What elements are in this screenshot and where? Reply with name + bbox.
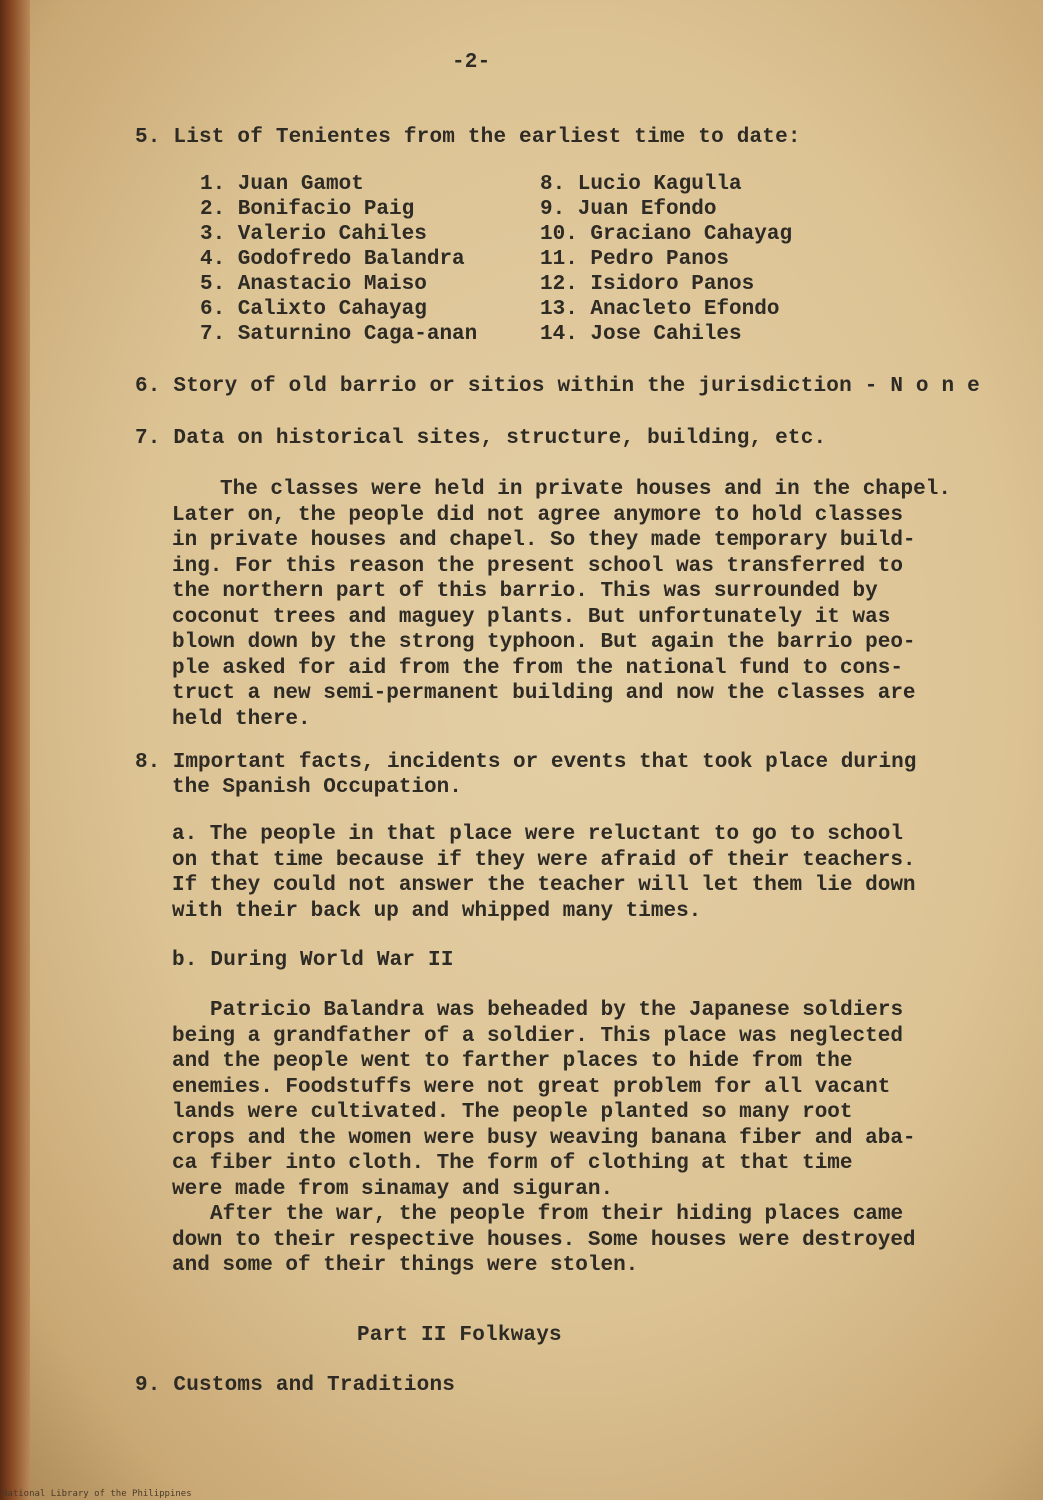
- list-item: 8. Lucio Kagulla: [540, 173, 742, 196]
- paragraph-line: held there.: [172, 707, 311, 731]
- paragraph-line: blown down by the strong typhoon. But again the barrio peo-: [172, 631, 916, 654]
- list-item: 5. Anastacio Maiso: [200, 273, 427, 296]
- paragraph-line: Patricio Balandra was beheaded by the Japanese soldiers: [210, 999, 904, 1022]
- item6-text: 6. Story of old barrio or sitios within the jurisdiction - N o n e: [135, 375, 980, 398]
- paragraph-line: and the people went to farther places to hide from the: [172, 1050, 853, 1073]
- tenientes-list-right: [540, 172, 792, 347]
- paragraph-line: The classes were held in private houses and in the chapel.: [220, 478, 951, 501]
- tenientes-list-left: [200, 172, 477, 347]
- list-item: 10. Graciano Cahayag: [540, 223, 793, 246]
- list-item: 12. Isidoro Panos: [540, 273, 755, 296]
- paragraph-line: enemies. Foodstuffs were not great problem for all vacant: [172, 1075, 891, 1099]
- list-item: 11. Pedro Panos: [540, 248, 730, 271]
- heading-line: 8. Important facts, incidents or events that took place during: [135, 751, 917, 774]
- item8-b-paragraph: [172, 998, 916, 1279]
- list-item: 3. Valerio Cahiles: [200, 223, 427, 246]
- paragraph-line: being a grandfather of a soldier. This place was neglected: [172, 1024, 903, 1048]
- item8-a-paragraph: [172, 822, 916, 924]
- paragraph-line: If they could not answer the teacher will let them lie down: [172, 874, 916, 897]
- part2-title: Part II Folkways: [357, 1324, 562, 1347]
- list-item: 9. Juan Efondo: [540, 198, 717, 221]
- paragraph-line: ing. For this reason the present school was transferred to: [172, 554, 903, 578]
- paragraph-line: lands were cultivated. The people planted so many root: [172, 1101, 853, 1124]
- paragraph-line: ca fiber into cloth. The form of clothing at that time: [172, 1152, 853, 1175]
- list-item: 13. Anacleto Efondo: [540, 298, 780, 321]
- item9-heading: 9. Customs and Traditions: [135, 1374, 456, 1397]
- paragraph-line: down to their respective houses. Some houses were destroyed: [172, 1228, 916, 1252]
- paragraph-line: crops and the women were busy weaving banana fiber and aba-: [172, 1126, 916, 1150]
- list-item: 7. Saturnino Caga-anan: [200, 323, 478, 346]
- paragraph-line: Later on, the people did not agree anymore to hold classes: [172, 503, 903, 527]
- list-item: 1. Juan Gamot: [200, 173, 364, 196]
- item8-b-heading: b. During World War II: [172, 949, 454, 972]
- item7-paragraph: [172, 477, 951, 732]
- footer-watermark: National Library of the Philippines: [2, 1489, 192, 1499]
- paragraph-line: After the war, the people from their hiding places came: [210, 1203, 904, 1226]
- list-item: 14. Jose Cahiles: [540, 323, 742, 346]
- paragraph-line: on that time because if they were afraid of their teachers.: [172, 848, 916, 872]
- item5-heading: 5. List of Tenientes from the earliest time to date:: [135, 126, 801, 149]
- paragraph-line: ple asked for aid from the from the national fund to cons-: [172, 656, 903, 680]
- paragraph-line: a. The people in that place were reluctant to go to school: [172, 823, 903, 846]
- list-item: 4. Godofredo Balandra: [200, 248, 465, 271]
- paragraph-line: coconut trees and maguey plants. But unfortunately it was: [172, 605, 891, 629]
- paragraph-line: and some of their things were stolen.: [172, 1254, 639, 1277]
- paragraph-line: were made from sinamay and siguran.: [172, 1177, 614, 1201]
- paragraph-line: truct a new semi-permanent building and now the classes are: [172, 682, 916, 705]
- list-item: 6. Calixto Cahayag: [200, 298, 427, 321]
- item7-heading: 7. Data on historical sites, structure, building, etc.: [135, 427, 827, 450]
- paragraph-line: the northern part of this barrio. This was surrounded by: [172, 580, 878, 603]
- paragraph-line: in private houses and chapel. So they made temporary build-: [172, 529, 916, 552]
- page-number: -2-: [452, 51, 491, 74]
- list-item: 2. Bonifacio Paig: [200, 198, 415, 221]
- heading-line: the Spanish Occupation.: [172, 776, 462, 799]
- paragraph-line: with their back up and whipped many times.: [172, 899, 702, 923]
- item8-heading: [135, 750, 916, 800]
